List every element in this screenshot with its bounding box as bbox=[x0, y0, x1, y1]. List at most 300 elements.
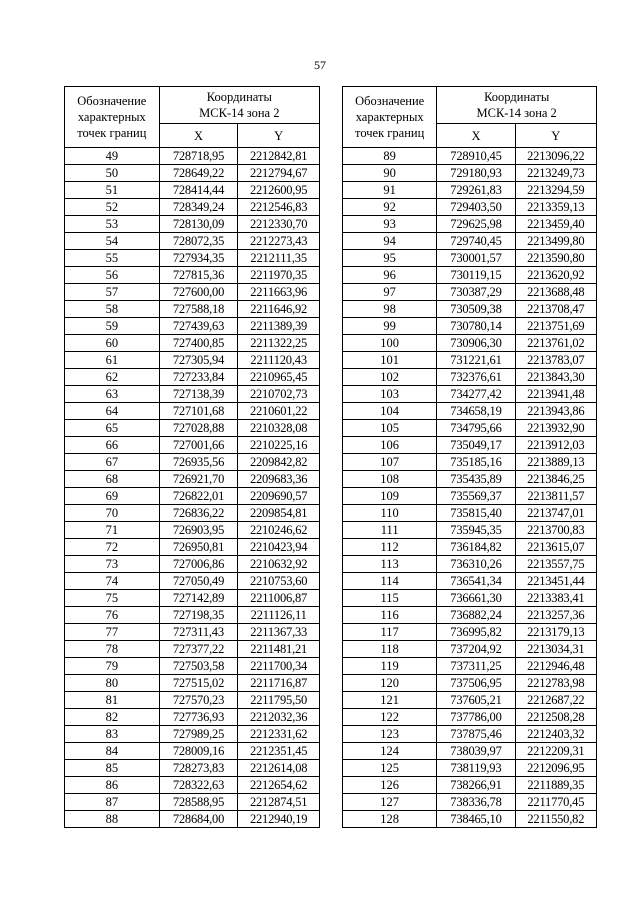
x-coordinate-cell: 738465,10 bbox=[437, 811, 515, 828]
x-coordinate-cell: 735435,89 bbox=[437, 471, 515, 488]
point-number-cell: 61 bbox=[65, 352, 160, 369]
table-row bbox=[343, 420, 597, 437]
table-row bbox=[343, 556, 597, 573]
point-number-cell: 127 bbox=[343, 794, 437, 811]
table-row bbox=[343, 182, 597, 199]
y-coordinate-cell: 2211481,21 bbox=[238, 641, 320, 658]
y-coordinate-cell: 2213932,90 bbox=[515, 420, 596, 437]
y-coordinate-cell: 2213257,36 bbox=[515, 607, 596, 624]
x-coordinate-cell: 738266,91 bbox=[437, 777, 515, 794]
y-coordinate-cell: 2213761,02 bbox=[515, 335, 596, 352]
x-coordinate-cell: 731221,61 bbox=[437, 352, 515, 369]
x-coordinate-cell: 727138,39 bbox=[159, 386, 238, 403]
y-coordinate-cell: 2211006,87 bbox=[238, 590, 320, 607]
header-name-line: Обозначение bbox=[77, 94, 147, 108]
y-coordinate-cell: 2209683,36 bbox=[238, 471, 320, 488]
table-row bbox=[65, 250, 320, 267]
table-row bbox=[343, 335, 597, 352]
table-row bbox=[65, 233, 320, 250]
table-row bbox=[343, 352, 597, 369]
y-coordinate-cell: 2213459,40 bbox=[515, 216, 596, 233]
table-row bbox=[343, 641, 597, 658]
header-y: Y bbox=[515, 124, 596, 148]
point-number-cell: 116 bbox=[343, 607, 437, 624]
point-number-cell: 49 bbox=[65, 148, 160, 165]
point-number-cell: 126 bbox=[343, 777, 437, 794]
y-coordinate-cell: 2212940,19 bbox=[238, 811, 320, 828]
y-coordinate-cell: 2212794,67 bbox=[238, 165, 320, 182]
table-row bbox=[65, 165, 320, 182]
y-coordinate-cell: 2213620,92 bbox=[515, 267, 596, 284]
x-coordinate-cell: 736310,26 bbox=[437, 556, 515, 573]
x-coordinate-cell: 727233,84 bbox=[159, 369, 238, 386]
table-row bbox=[65, 624, 320, 641]
x-coordinate-cell: 737605,21 bbox=[437, 692, 515, 709]
x-coordinate-cell: 736995,82 bbox=[437, 624, 515, 641]
y-coordinate-cell: 2213751,69 bbox=[515, 318, 596, 335]
point-number-cell: 122 bbox=[343, 709, 437, 726]
table-row bbox=[65, 794, 320, 811]
point-number-cell: 66 bbox=[65, 437, 160, 454]
table-row bbox=[343, 573, 597, 590]
point-number-cell: 71 bbox=[65, 522, 160, 539]
x-coordinate-cell: 727570,23 bbox=[159, 692, 238, 709]
point-number-cell: 63 bbox=[65, 386, 160, 403]
table-row bbox=[65, 590, 320, 607]
y-coordinate-cell: 2212111,35 bbox=[238, 250, 320, 267]
y-coordinate-cell: 2211663,96 bbox=[238, 284, 320, 301]
y-coordinate-cell: 2212209,31 bbox=[515, 743, 596, 760]
table-row bbox=[65, 199, 320, 216]
y-coordinate-cell: 2212331,62 bbox=[238, 726, 320, 743]
table-row bbox=[65, 539, 320, 556]
x-coordinate-cell: 735569,37 bbox=[437, 488, 515, 505]
y-coordinate-cell: 2212546,83 bbox=[238, 199, 320, 216]
point-number-cell: 57 bbox=[65, 284, 160, 301]
point-number-cell: 114 bbox=[343, 573, 437, 590]
table-row bbox=[65, 726, 320, 743]
x-coordinate-cell: 735945,35 bbox=[437, 522, 515, 539]
point-number-cell: 102 bbox=[343, 369, 437, 386]
x-coordinate-cell: 727400,85 bbox=[159, 335, 238, 352]
y-coordinate-cell: 2210423,94 bbox=[238, 539, 320, 556]
x-coordinate-cell: 727142,89 bbox=[159, 590, 238, 607]
x-coordinate-cell: 728072,35 bbox=[159, 233, 238, 250]
point-number-cell: 54 bbox=[65, 233, 160, 250]
y-coordinate-cell: 2210632,92 bbox=[238, 556, 320, 573]
x-coordinate-cell: 736184,82 bbox=[437, 539, 515, 556]
x-coordinate-cell: 728322,63 bbox=[159, 777, 238, 794]
y-coordinate-cell: 2213747,01 bbox=[515, 505, 596, 522]
x-coordinate-cell: 726836,22 bbox=[159, 505, 238, 522]
x-coordinate-cell: 726950,81 bbox=[159, 539, 238, 556]
point-number-cell: 108 bbox=[343, 471, 437, 488]
y-coordinate-cell: 2209854,81 bbox=[238, 505, 320, 522]
header-coordinates bbox=[159, 87, 319, 124]
x-coordinate-cell: 728009,16 bbox=[159, 743, 238, 760]
y-coordinate-cell: 2212783,98 bbox=[515, 675, 596, 692]
table-row bbox=[65, 437, 320, 454]
y-coordinate-cell: 2211770,45 bbox=[515, 794, 596, 811]
point-number-cell: 80 bbox=[65, 675, 160, 692]
y-coordinate-cell: 2212946,48 bbox=[515, 658, 596, 675]
x-coordinate-cell: 727050,49 bbox=[159, 573, 238, 590]
table-row bbox=[65, 471, 320, 488]
table-row bbox=[65, 454, 320, 471]
coordinates-table-right bbox=[342, 86, 597, 828]
x-coordinate-cell: 728649,22 bbox=[159, 165, 238, 182]
point-number-cell: 50 bbox=[65, 165, 160, 182]
table-row bbox=[65, 352, 320, 369]
point-number-cell: 76 bbox=[65, 607, 160, 624]
x-coordinate-cell: 727588,18 bbox=[159, 301, 238, 318]
y-coordinate-cell: 2213811,57 bbox=[515, 488, 596, 505]
x-coordinate-cell: 727989,25 bbox=[159, 726, 238, 743]
point-number-cell: 113 bbox=[343, 556, 437, 573]
header-name-line: характерных bbox=[77, 110, 146, 124]
x-coordinate-cell: 728130,09 bbox=[159, 216, 238, 233]
table-row bbox=[343, 199, 597, 216]
x-coordinate-cell: 727439,63 bbox=[159, 318, 238, 335]
point-number-cell: 86 bbox=[65, 777, 160, 794]
x-coordinate-cell: 729261,83 bbox=[437, 182, 515, 199]
header-point-name bbox=[343, 87, 437, 148]
y-coordinate-cell: 2212330,70 bbox=[238, 216, 320, 233]
x-coordinate-cell: 736661,30 bbox=[437, 590, 515, 607]
table-row bbox=[343, 522, 597, 539]
table-row bbox=[65, 692, 320, 709]
point-number-cell: 128 bbox=[343, 811, 437, 828]
y-coordinate-cell: 2212096,95 bbox=[515, 760, 596, 777]
table-row bbox=[343, 250, 597, 267]
table-row bbox=[65, 675, 320, 692]
x-coordinate-cell: 732376,61 bbox=[437, 369, 515, 386]
point-number-cell: 98 bbox=[343, 301, 437, 318]
table-row bbox=[343, 505, 597, 522]
point-number-cell: 124 bbox=[343, 743, 437, 760]
point-number-cell: 99 bbox=[343, 318, 437, 335]
x-coordinate-cell: 727934,35 bbox=[159, 250, 238, 267]
y-coordinate-cell: 2212273,43 bbox=[238, 233, 320, 250]
table-row bbox=[65, 335, 320, 352]
point-number-cell: 106 bbox=[343, 437, 437, 454]
y-coordinate-cell: 2209690,57 bbox=[238, 488, 320, 505]
header-name-line: Обозначение bbox=[355, 94, 425, 108]
point-number-cell: 87 bbox=[65, 794, 160, 811]
y-coordinate-cell: 2213294,59 bbox=[515, 182, 596, 199]
point-number-cell: 70 bbox=[65, 505, 160, 522]
point-number-cell: 88 bbox=[65, 811, 160, 828]
table-row bbox=[65, 403, 320, 420]
table-row bbox=[65, 760, 320, 777]
table-row bbox=[65, 556, 320, 573]
x-coordinate-cell: 728273,83 bbox=[159, 760, 238, 777]
y-coordinate-cell: 2213499,80 bbox=[515, 233, 596, 250]
y-coordinate-cell: 2210965,45 bbox=[238, 369, 320, 386]
y-coordinate-cell: 2211716,87 bbox=[238, 675, 320, 692]
point-number-cell: 117 bbox=[343, 624, 437, 641]
table-row bbox=[65, 777, 320, 794]
table-row bbox=[65, 743, 320, 760]
table-row bbox=[343, 777, 597, 794]
table-row bbox=[65, 148, 320, 165]
x-coordinate-cell: 734795,66 bbox=[437, 420, 515, 437]
table-row bbox=[343, 658, 597, 675]
point-number-cell: 120 bbox=[343, 675, 437, 692]
point-number-cell: 91 bbox=[343, 182, 437, 199]
table-row bbox=[343, 607, 597, 624]
point-number-cell: 55 bbox=[65, 250, 160, 267]
table-row bbox=[343, 709, 597, 726]
table-row bbox=[343, 454, 597, 471]
x-coordinate-cell: 730001,57 bbox=[437, 250, 515, 267]
y-coordinate-cell: 2212351,45 bbox=[238, 743, 320, 760]
point-number-cell: 107 bbox=[343, 454, 437, 471]
table-row bbox=[65, 573, 320, 590]
table-row bbox=[343, 301, 597, 318]
point-number-cell: 73 bbox=[65, 556, 160, 573]
x-coordinate-cell: 727101,68 bbox=[159, 403, 238, 420]
x-coordinate-cell: 727515,02 bbox=[159, 675, 238, 692]
y-coordinate-cell: 2213359,13 bbox=[515, 199, 596, 216]
y-coordinate-cell: 2210753,60 bbox=[238, 573, 320, 590]
x-coordinate-cell: 729740,45 bbox=[437, 233, 515, 250]
y-coordinate-cell: 2212842,81 bbox=[238, 148, 320, 165]
y-coordinate-cell: 2212654,62 bbox=[238, 777, 320, 794]
point-number-cell: 104 bbox=[343, 403, 437, 420]
table-row bbox=[343, 726, 597, 743]
table-row bbox=[65, 522, 320, 539]
x-coordinate-cell: 738119,93 bbox=[437, 760, 515, 777]
table-row bbox=[343, 386, 597, 403]
y-coordinate-cell: 2212403,32 bbox=[515, 726, 596, 743]
point-number-cell: 68 bbox=[65, 471, 160, 488]
x-coordinate-cell: 730906,30 bbox=[437, 335, 515, 352]
x-coordinate-cell: 730387,29 bbox=[437, 284, 515, 301]
x-coordinate-cell: 726921,70 bbox=[159, 471, 238, 488]
page-number: 57 bbox=[314, 58, 326, 72]
point-number-cell: 90 bbox=[343, 165, 437, 182]
point-number-cell: 85 bbox=[65, 760, 160, 777]
y-coordinate-cell: 2210702,73 bbox=[238, 386, 320, 403]
point-number-cell: 89 bbox=[343, 148, 437, 165]
point-number-cell: 121 bbox=[343, 692, 437, 709]
y-coordinate-cell: 2213590,80 bbox=[515, 250, 596, 267]
y-coordinate-cell: 2213615,07 bbox=[515, 539, 596, 556]
point-number-cell: 56 bbox=[65, 267, 160, 284]
x-coordinate-cell: 738039,97 bbox=[437, 743, 515, 760]
point-number-cell: 75 bbox=[65, 590, 160, 607]
header-coords-system: МСК-14 зона 2 bbox=[199, 106, 280, 121]
header-name-line: точек границ bbox=[355, 126, 425, 140]
y-coordinate-cell: 2211700,34 bbox=[238, 658, 320, 675]
point-number-cell: 67 bbox=[65, 454, 160, 471]
header-name-line: характерных bbox=[355, 110, 424, 124]
table-row bbox=[343, 539, 597, 556]
x-coordinate-cell: 737506,95 bbox=[437, 675, 515, 692]
y-coordinate-cell: 2213383,41 bbox=[515, 590, 596, 607]
table-row bbox=[343, 165, 597, 182]
x-coordinate-cell: 729180,93 bbox=[437, 165, 515, 182]
y-coordinate-cell: 2213708,47 bbox=[515, 301, 596, 318]
table-row bbox=[65, 216, 320, 233]
y-coordinate-cell: 2213179,13 bbox=[515, 624, 596, 641]
table-row bbox=[65, 709, 320, 726]
point-number-cell: 101 bbox=[343, 352, 437, 369]
y-coordinate-cell: 2211389,39 bbox=[238, 318, 320, 335]
point-number-cell: 59 bbox=[65, 318, 160, 335]
point-number-cell: 79 bbox=[65, 658, 160, 675]
x-coordinate-cell: 734658,19 bbox=[437, 403, 515, 420]
y-coordinate-cell: 2213843,30 bbox=[515, 369, 596, 386]
x-coordinate-cell: 728684,00 bbox=[159, 811, 238, 828]
point-number-cell: 69 bbox=[65, 488, 160, 505]
x-coordinate-cell: 727001,66 bbox=[159, 437, 238, 454]
point-number-cell: 92 bbox=[343, 199, 437, 216]
header-x: X bbox=[159, 124, 238, 148]
x-coordinate-cell: 728414,44 bbox=[159, 182, 238, 199]
table-row bbox=[65, 658, 320, 675]
table-row bbox=[65, 386, 320, 403]
table-row bbox=[343, 284, 597, 301]
table-row bbox=[343, 692, 597, 709]
point-number-cell: 93 bbox=[343, 216, 437, 233]
y-coordinate-cell: 2213557,75 bbox=[515, 556, 596, 573]
point-number-cell: 72 bbox=[65, 539, 160, 556]
y-coordinate-cell: 2213700,83 bbox=[515, 522, 596, 539]
y-coordinate-cell: 2210601,22 bbox=[238, 403, 320, 420]
y-coordinate-cell: 2211970,35 bbox=[238, 267, 320, 284]
x-coordinate-cell: 737786,00 bbox=[437, 709, 515, 726]
point-number-cell: 78 bbox=[65, 641, 160, 658]
table-row bbox=[65, 811, 320, 828]
table-row bbox=[343, 811, 597, 828]
table-row bbox=[343, 488, 597, 505]
x-coordinate-cell: 727006,86 bbox=[159, 556, 238, 573]
y-coordinate-cell: 2213941,48 bbox=[515, 386, 596, 403]
y-coordinate-cell: 2210328,08 bbox=[238, 420, 320, 437]
table-row bbox=[65, 301, 320, 318]
table-row bbox=[343, 590, 597, 607]
point-number-cell: 103 bbox=[343, 386, 437, 403]
table-row bbox=[65, 420, 320, 437]
x-coordinate-cell: 727311,43 bbox=[159, 624, 238, 641]
point-number-cell: 115 bbox=[343, 590, 437, 607]
table-row bbox=[65, 607, 320, 624]
x-coordinate-cell: 737204,92 bbox=[437, 641, 515, 658]
header-coordinates bbox=[437, 87, 597, 124]
point-number-cell: 77 bbox=[65, 624, 160, 641]
x-coordinate-cell: 735049,17 bbox=[437, 437, 515, 454]
table-row bbox=[343, 216, 597, 233]
point-number-cell: 94 bbox=[343, 233, 437, 250]
x-coordinate-cell: 729625,98 bbox=[437, 216, 515, 233]
header-x: X bbox=[437, 124, 515, 148]
x-coordinate-cell: 726822,01 bbox=[159, 488, 238, 505]
table-row bbox=[65, 488, 320, 505]
point-number-cell: 83 bbox=[65, 726, 160, 743]
y-coordinate-cell: 2211126,11 bbox=[238, 607, 320, 624]
point-number-cell: 110 bbox=[343, 505, 437, 522]
x-coordinate-cell: 738336,78 bbox=[437, 794, 515, 811]
y-coordinate-cell: 2211120,43 bbox=[238, 352, 320, 369]
x-coordinate-cell: 726935,56 bbox=[159, 454, 238, 471]
y-coordinate-cell: 2211367,33 bbox=[238, 624, 320, 641]
x-coordinate-cell: 737875,46 bbox=[437, 726, 515, 743]
point-number-cell: 82 bbox=[65, 709, 160, 726]
x-coordinate-cell: 727815,36 bbox=[159, 267, 238, 284]
x-coordinate-cell: 736541,34 bbox=[437, 573, 515, 590]
point-number-cell: 118 bbox=[343, 641, 437, 658]
point-number-cell: 100 bbox=[343, 335, 437, 352]
point-number-cell: 109 bbox=[343, 488, 437, 505]
point-number-cell: 53 bbox=[65, 216, 160, 233]
x-coordinate-cell: 727198,35 bbox=[159, 607, 238, 624]
table-body-left bbox=[65, 148, 320, 828]
x-coordinate-cell: 728349,24 bbox=[159, 199, 238, 216]
point-number-cell: 74 bbox=[65, 573, 160, 590]
x-coordinate-cell: 726903,95 bbox=[159, 522, 238, 539]
y-coordinate-cell: 2213688,48 bbox=[515, 284, 596, 301]
x-coordinate-cell: 727028,88 bbox=[159, 420, 238, 437]
y-coordinate-cell: 2212614,08 bbox=[238, 760, 320, 777]
table-row bbox=[343, 743, 597, 760]
point-number-cell: 58 bbox=[65, 301, 160, 318]
x-coordinate-cell: 730119,15 bbox=[437, 267, 515, 284]
point-number-cell: 65 bbox=[65, 420, 160, 437]
point-number-cell: 52 bbox=[65, 199, 160, 216]
x-coordinate-cell: 736882,24 bbox=[437, 607, 515, 624]
table-row bbox=[65, 641, 320, 658]
table-row bbox=[343, 760, 597, 777]
table-row bbox=[343, 437, 597, 454]
table-row bbox=[343, 403, 597, 420]
x-coordinate-cell: 730780,14 bbox=[437, 318, 515, 335]
table-row bbox=[65, 318, 320, 335]
x-coordinate-cell: 727305,94 bbox=[159, 352, 238, 369]
table-row bbox=[65, 505, 320, 522]
y-coordinate-cell: 2210246,62 bbox=[238, 522, 320, 539]
y-coordinate-cell: 2211322,25 bbox=[238, 335, 320, 352]
y-coordinate-cell: 2209842,82 bbox=[238, 454, 320, 471]
y-coordinate-cell: 2212687,22 bbox=[515, 692, 596, 709]
table-row bbox=[343, 675, 597, 692]
table-row bbox=[343, 369, 597, 386]
y-coordinate-cell: 2213096,22 bbox=[515, 148, 596, 165]
table-row bbox=[65, 284, 320, 301]
x-coordinate-cell: 727600,00 bbox=[159, 284, 238, 301]
point-number-cell: 105 bbox=[343, 420, 437, 437]
y-coordinate-cell: 2210225,16 bbox=[238, 437, 320, 454]
y-coordinate-cell: 2213451,44 bbox=[515, 573, 596, 590]
header-point-name bbox=[65, 87, 160, 148]
table-row bbox=[343, 148, 597, 165]
table-row bbox=[343, 267, 597, 284]
x-coordinate-cell: 735185,16 bbox=[437, 454, 515, 471]
point-number-cell: 112 bbox=[343, 539, 437, 556]
x-coordinate-cell: 727736,93 bbox=[159, 709, 238, 726]
point-number-cell: 125 bbox=[343, 760, 437, 777]
point-number-cell: 97 bbox=[343, 284, 437, 301]
y-coordinate-cell: 2212874,51 bbox=[238, 794, 320, 811]
point-number-cell: 60 bbox=[65, 335, 160, 352]
point-number-cell: 119 bbox=[343, 658, 437, 675]
y-coordinate-cell: 2213943,86 bbox=[515, 403, 596, 420]
point-number-cell: 111 bbox=[343, 522, 437, 539]
x-coordinate-cell: 729403,50 bbox=[437, 199, 515, 216]
point-number-cell: 96 bbox=[343, 267, 437, 284]
table-row bbox=[343, 624, 597, 641]
